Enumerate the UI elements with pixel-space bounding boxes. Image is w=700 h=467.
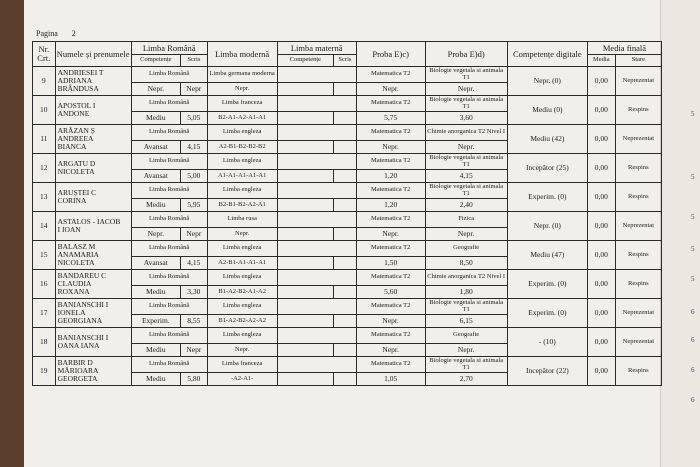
stare: Respins [615, 154, 661, 183]
competente-digitale: Experim. (0) [507, 270, 587, 299]
student-name-line: BANDAREU C [57, 271, 107, 281]
student-name-line: NICOLETA [57, 167, 95, 176]
limba-romana-competente: Mediu [131, 286, 180, 299]
row-nr: 11 [33, 125, 56, 154]
table-row [33, 270, 662, 286]
limba-moderna-value: -A2-A1- [207, 373, 277, 386]
limba-materna-scris [334, 344, 357, 357]
proba-c-label: Matematica T2 [356, 154, 425, 170]
competente-digitale: Mediu (47) [507, 241, 587, 270]
right-edge-number: 5 [691, 275, 695, 283]
header-scris: Scris [180, 55, 207, 67]
limba-moderna-label: Limba franceza [207, 96, 277, 112]
limba-romana-competente: Avansat [131, 170, 180, 183]
student-name-line: ANDRIESEI T [57, 68, 104, 78]
row-nr: 13 [33, 183, 56, 212]
limba-materna-competente [277, 170, 334, 183]
stare: Respins [615, 270, 661, 299]
media-finala: 0,00 [587, 67, 615, 96]
limba-materna-empty [277, 96, 356, 112]
student-name-line: ARĂZAN Ș [57, 126, 95, 136]
stare: Neprezentat [615, 212, 661, 241]
proba-c-value: 1,20 [356, 199, 425, 212]
proba-d-value: 4,15 [425, 170, 507, 183]
right-edge-number: 5 [691, 173, 695, 181]
stare: Neprezentat [615, 67, 661, 96]
media-finala: 0,00 [587, 270, 615, 299]
limba-moderna-value: B2-A1-A2-A1-A1 [207, 112, 277, 125]
student-name-line: GEORGETA [57, 373, 98, 383]
limba-materna-competente [277, 286, 334, 299]
student-name-line: ANAMARIA [57, 250, 99, 260]
proba-d-label: Fizica [425, 212, 507, 228]
proba-d-label: Chimie anorganica T2 Nivel I [425, 270, 507, 286]
header-limba-moderna: Limba modernă [207, 42, 277, 67]
table-row [33, 241, 662, 257]
student-name [55, 154, 131, 183]
proba-d-value: Nepr. [425, 141, 507, 154]
student-name [55, 67, 131, 96]
stare: Respins [615, 241, 661, 270]
limba-moderna-label: Limba engleza [207, 125, 277, 141]
student-name [55, 212, 131, 241]
proba-c-label: Matematica T2 [356, 212, 425, 228]
proba-d-value: 2,40 [425, 199, 507, 212]
right-edge-number: 5 [691, 245, 695, 253]
student-name-line: ASTALOS - IACOB [57, 217, 121, 227]
table-row [33, 96, 662, 112]
proba-d-value: Nepr. [425, 344, 507, 357]
limba-romana-label: Limba Română [131, 67, 207, 83]
proba-c-label: Matematica T2 [356, 125, 425, 141]
limba-moderna-value: A2-B1-A1-A1-A1 [207, 257, 277, 270]
proba-c-label: Matematica T2 [356, 67, 425, 83]
header-limba-romana: Limba Română [131, 42, 207, 55]
student-name [55, 270, 131, 299]
proba-c-label: Matematica T2 [356, 270, 425, 286]
row-nr: 19 [33, 357, 56, 386]
limba-materna-empty [277, 212, 356, 228]
page-number: 2 [71, 29, 76, 38]
proba-c-value: Nepr. [356, 344, 425, 357]
limba-moderna-label: Limba engleza [207, 299, 277, 315]
row-nr: 9 [33, 67, 56, 96]
student-name-line: BRÂNDUSA [57, 83, 99, 93]
student-name-line: BANIANSCHI I [57, 333, 109, 343]
proba-c-label: Matematica T2 [356, 357, 425, 373]
limba-romana-label: Limba Română [131, 212, 207, 228]
proba-d-value: 8,50 [425, 257, 507, 270]
limba-romana-label: Limba Română [131, 241, 207, 257]
limba-romana-competente: Nepr. [131, 228, 180, 241]
proba-d-value: 2,70 [425, 373, 507, 386]
proba-c-value: 1,20 [356, 170, 425, 183]
limba-moderna-value: B2-B1-B2-A2-A1 [207, 199, 277, 212]
proba-d-label: Biologie vegetala si animala T1 [425, 299, 507, 315]
limba-romana-competente: Avansat [131, 141, 180, 154]
limba-romana-scris: 5,00 [180, 170, 207, 183]
header-proba-d: Proba E)d) [425, 42, 507, 67]
right-edge-number: 5 [691, 213, 695, 221]
limba-materna-scris [334, 170, 357, 183]
student-name-line: BALASZ M [57, 242, 96, 252]
limba-materna-empty [277, 357, 356, 373]
student-name [55, 299, 131, 328]
limba-materna-empty [277, 67, 356, 83]
competente-digitale: Experim. (0) [507, 299, 587, 328]
limba-romana-competente: Mediu [131, 199, 180, 212]
limba-materna-empty [277, 125, 356, 141]
right-edge-number: 5 [691, 110, 695, 118]
proba-d-value: Nepr. [425, 83, 507, 96]
limba-materna-scris [334, 199, 357, 212]
proba-d-label: Geografie [425, 241, 507, 257]
header-proba-c: Proba E)c) [356, 42, 425, 67]
table-row [33, 299, 662, 315]
student-name-line: ARUȘTEI C [57, 188, 97, 198]
header-limba-materna: Limba maternă [277, 42, 356, 55]
table-row [33, 212, 662, 228]
proba-d-label: Chimie anorganica T2 Nivel I [425, 125, 507, 141]
student-name-line: ADRIANA [57, 76, 93, 86]
proba-c-label: Matematica T2 [356, 96, 425, 112]
student-name [55, 125, 131, 154]
limba-moderna-value: A2-B1-B2-B2-B2 [207, 141, 277, 154]
header-competente-digitale: Competențe digitale [507, 42, 587, 67]
limba-romana-competente: Avansat [131, 257, 180, 270]
limba-romana-competente: Experim. [131, 315, 180, 328]
student-name-line: BARBIR D [57, 358, 93, 368]
limba-materna-empty [277, 270, 356, 286]
right-edge-number: 6 [691, 308, 695, 316]
limba-materna-competente [277, 141, 334, 154]
stare: Neprezentat [615, 125, 661, 154]
row-nr: 10 [33, 96, 56, 125]
row-nr: 15 [33, 241, 56, 270]
competente-digitale: Mediu (42) [507, 125, 587, 154]
stare: Neprezentat [615, 299, 661, 328]
limba-romana-scris: 3,30 [180, 286, 207, 299]
table-row [33, 125, 662, 141]
proba-c-label: Matematica T2 [356, 328, 425, 344]
student-name-line: ARGATU D [57, 159, 96, 169]
proba-d-value: 1,80 [425, 286, 507, 299]
limba-materna-empty [277, 299, 356, 315]
limba-materna-competente [277, 199, 334, 212]
row-nr: 16 [33, 270, 56, 299]
proba-c-label: Matematica T2 [356, 299, 425, 315]
limba-materna-scris [334, 83, 357, 96]
proba-c-value: Nepr. [356, 83, 425, 96]
media-finala: 0,00 [587, 212, 615, 241]
limba-materna-scris [334, 373, 357, 386]
header-media-finala: Media finală [587, 42, 661, 55]
limba-materna-empty [277, 328, 356, 344]
table-row [33, 154, 662, 170]
limba-moderna-label: Limba engleza [207, 154, 277, 170]
proba-c-value: Nepr. [356, 228, 425, 241]
stare: Neprezentat [615, 328, 661, 357]
student-name-line: IONELA [57, 308, 86, 318]
student-name-line: CLAUDIA [57, 279, 92, 289]
media-finala: 0,00 [587, 125, 615, 154]
media-finala: 0,00 [587, 299, 615, 328]
header-stare: Stare [615, 55, 661, 67]
student-name [55, 183, 131, 212]
header-scris-materna: Scris [334, 55, 357, 67]
limba-romana-scris: 4,15 [180, 257, 207, 270]
limba-moderna-label: Limba rusa [207, 212, 277, 228]
table-row [33, 183, 662, 199]
proba-d-value: Nepr. [425, 228, 507, 241]
right-edge-number: 6 [691, 336, 695, 344]
media-finala: 0,00 [587, 96, 615, 125]
page-label: Pagina 2 [36, 29, 76, 38]
competente-digitale: Nepr. (0) [507, 67, 587, 96]
student-name [55, 328, 131, 357]
limba-materna-scris [334, 286, 357, 299]
limba-moderna-value: Nepr. [207, 344, 277, 357]
proba-d-value: 6,15 [425, 315, 507, 328]
limba-moderna-value: A1-A1-A1-A1-A1 [207, 170, 277, 183]
proba-d-label: Geografie [425, 328, 507, 344]
student-name [55, 96, 131, 125]
proba-c-label: Matematica T2 [356, 241, 425, 257]
limba-materna-scris [334, 112, 357, 125]
limba-moderna-value: B1-A2-B2-A2-A2 [207, 315, 277, 328]
competente-digitale: Incepător (22) [507, 357, 587, 386]
proba-c-value: Nepr. [356, 315, 425, 328]
limba-moderna-label: Limba engleza [207, 328, 277, 344]
proba-d-label: Biologie vegetala si animala T1 [425, 154, 507, 170]
results-table [32, 41, 662, 386]
proba-d-label: Biologie vegetala si animala T1 [425, 183, 507, 199]
header-nr: Nr. Crt. [33, 42, 56, 67]
student-name-line: I IOAN [57, 225, 81, 234]
limba-romana-scris: 5,05 [180, 112, 207, 125]
stare: Respins [615, 183, 661, 212]
student-name [55, 241, 131, 270]
student-name-line: APOSTOL I [57, 101, 96, 111]
header-media: Media [587, 55, 615, 67]
right-edge-number: 6 [691, 366, 695, 374]
limba-romana-label: Limba Română [131, 96, 207, 112]
limba-materna-empty [277, 241, 356, 257]
limba-materna-empty [277, 154, 356, 170]
right-edge-number: 6 [691, 396, 695, 404]
limba-romana-scris: Nepr [180, 344, 207, 357]
proba-d-label: Biologie vegetala si animala T1 [425, 357, 507, 373]
table-row [33, 328, 662, 344]
table-row [33, 357, 662, 373]
limba-romana-label: Limba Română [131, 270, 207, 286]
limba-moderna-value: B1-A2-B2-A1-A2 [207, 286, 277, 299]
limba-romana-scris: 4,15 [180, 141, 207, 154]
stare: Respins [615, 357, 661, 386]
header-competente: Competențe [131, 55, 180, 67]
limba-materna-competente [277, 373, 334, 386]
proba-d-label: Biologie vegetala si animala T1 [425, 67, 507, 83]
student-name-line: CORINA [57, 196, 87, 205]
proba-c-label: Matematica T2 [356, 183, 425, 199]
student-name-line: ANDONE [57, 109, 90, 118]
limba-materna-competente [277, 228, 334, 241]
student-name-line: MĂRIOARA [57, 366, 99, 376]
limba-materna-scris [334, 257, 357, 270]
limba-moderna-label: Limba engleza [207, 270, 277, 286]
limba-materna-competente [277, 112, 334, 125]
student-name-line: BIANCA [57, 141, 87, 151]
limba-romana-competente: Mediu [131, 373, 180, 386]
limba-romana-label: Limba Română [131, 183, 207, 199]
competente-digitale: Experim. (0) [507, 183, 587, 212]
limba-romana-scris: Nepr [180, 228, 207, 241]
proba-d-label: Biologie vegetala si animala T1 [425, 96, 507, 112]
student-name-line: ANDREEA [57, 134, 94, 144]
limba-materna-competente [277, 315, 334, 328]
student-name-line: NICOLETA [57, 257, 95, 267]
limba-materna-empty [277, 183, 356, 199]
row-nr: 14 [33, 212, 56, 241]
limba-romana-label: Limba Română [131, 154, 207, 170]
limba-romana-label: Limba Română [131, 357, 207, 373]
limba-materna-scris [334, 141, 357, 154]
media-finala: 0,00 [587, 183, 615, 212]
media-finala: 0,00 [587, 357, 615, 386]
proba-d-value: 3,60 [425, 112, 507, 125]
student-name-line: ROXANA [57, 286, 90, 296]
table-row [33, 67, 662, 83]
limba-moderna-label: Limba germana moderna [207, 67, 277, 83]
proba-c-value: 5,75 [356, 112, 425, 125]
limba-romana-scris: Nepr [180, 83, 207, 96]
header-nume: Numele și prenumele [55, 42, 131, 67]
proba-c-value: 5,60 [356, 286, 425, 299]
proba-c-value: 1,50 [356, 257, 425, 270]
student-name-line: OANA IANA [57, 341, 100, 350]
header-competente-materna: Competențe [277, 55, 334, 67]
competente-digitale: Nepr. (0) [507, 212, 587, 241]
student-name-line: BANIANSCHI I [57, 300, 109, 310]
proba-c-value: Nepr. [356, 141, 425, 154]
row-nr: 18 [33, 328, 56, 357]
limba-moderna-value: Nepr. [207, 228, 277, 241]
limba-romana-competente: Mediu [131, 344, 180, 357]
limba-materna-scris [334, 315, 357, 328]
limba-romana-scris: 5,95 [180, 199, 207, 212]
limba-romana-competente: Mediu [131, 112, 180, 125]
limba-romana-scris: 8,55 [180, 315, 207, 328]
limba-materna-competente [277, 344, 334, 357]
limba-moderna-label: Limba engleza [207, 183, 277, 199]
stare: Respins [615, 96, 661, 125]
limba-materna-scris [334, 228, 357, 241]
media-finala: 0,00 [587, 241, 615, 270]
limba-romana-label: Limba Română [131, 328, 207, 344]
student-name-line: GEORGIANA [57, 315, 103, 325]
row-nr: 12 [33, 154, 56, 183]
competente-digitale: Incepător (25) [507, 154, 587, 183]
media-finala: 0,00 [587, 328, 615, 357]
limba-moderna-label: Limba engleza [207, 241, 277, 257]
limba-romana-label: Limba Română [131, 125, 207, 141]
competente-digitale: - (10) [507, 328, 587, 357]
row-nr: 17 [33, 299, 56, 328]
limba-materna-competente [277, 83, 334, 96]
limba-moderna-value: Nepr. [207, 83, 277, 96]
limba-romana-label: Limba Română [131, 299, 207, 315]
media-finala: 0,00 [587, 154, 615, 183]
limba-materna-competente [277, 257, 334, 270]
student-name [55, 357, 131, 386]
limba-romana-scris: 5,80 [180, 373, 207, 386]
limba-romana-competente: Nepr. [131, 83, 180, 96]
proba-c-value: 1,05 [356, 373, 425, 386]
limba-moderna-label: Limba franceza [207, 357, 277, 373]
competente-digitale: Mediu (0) [507, 96, 587, 125]
